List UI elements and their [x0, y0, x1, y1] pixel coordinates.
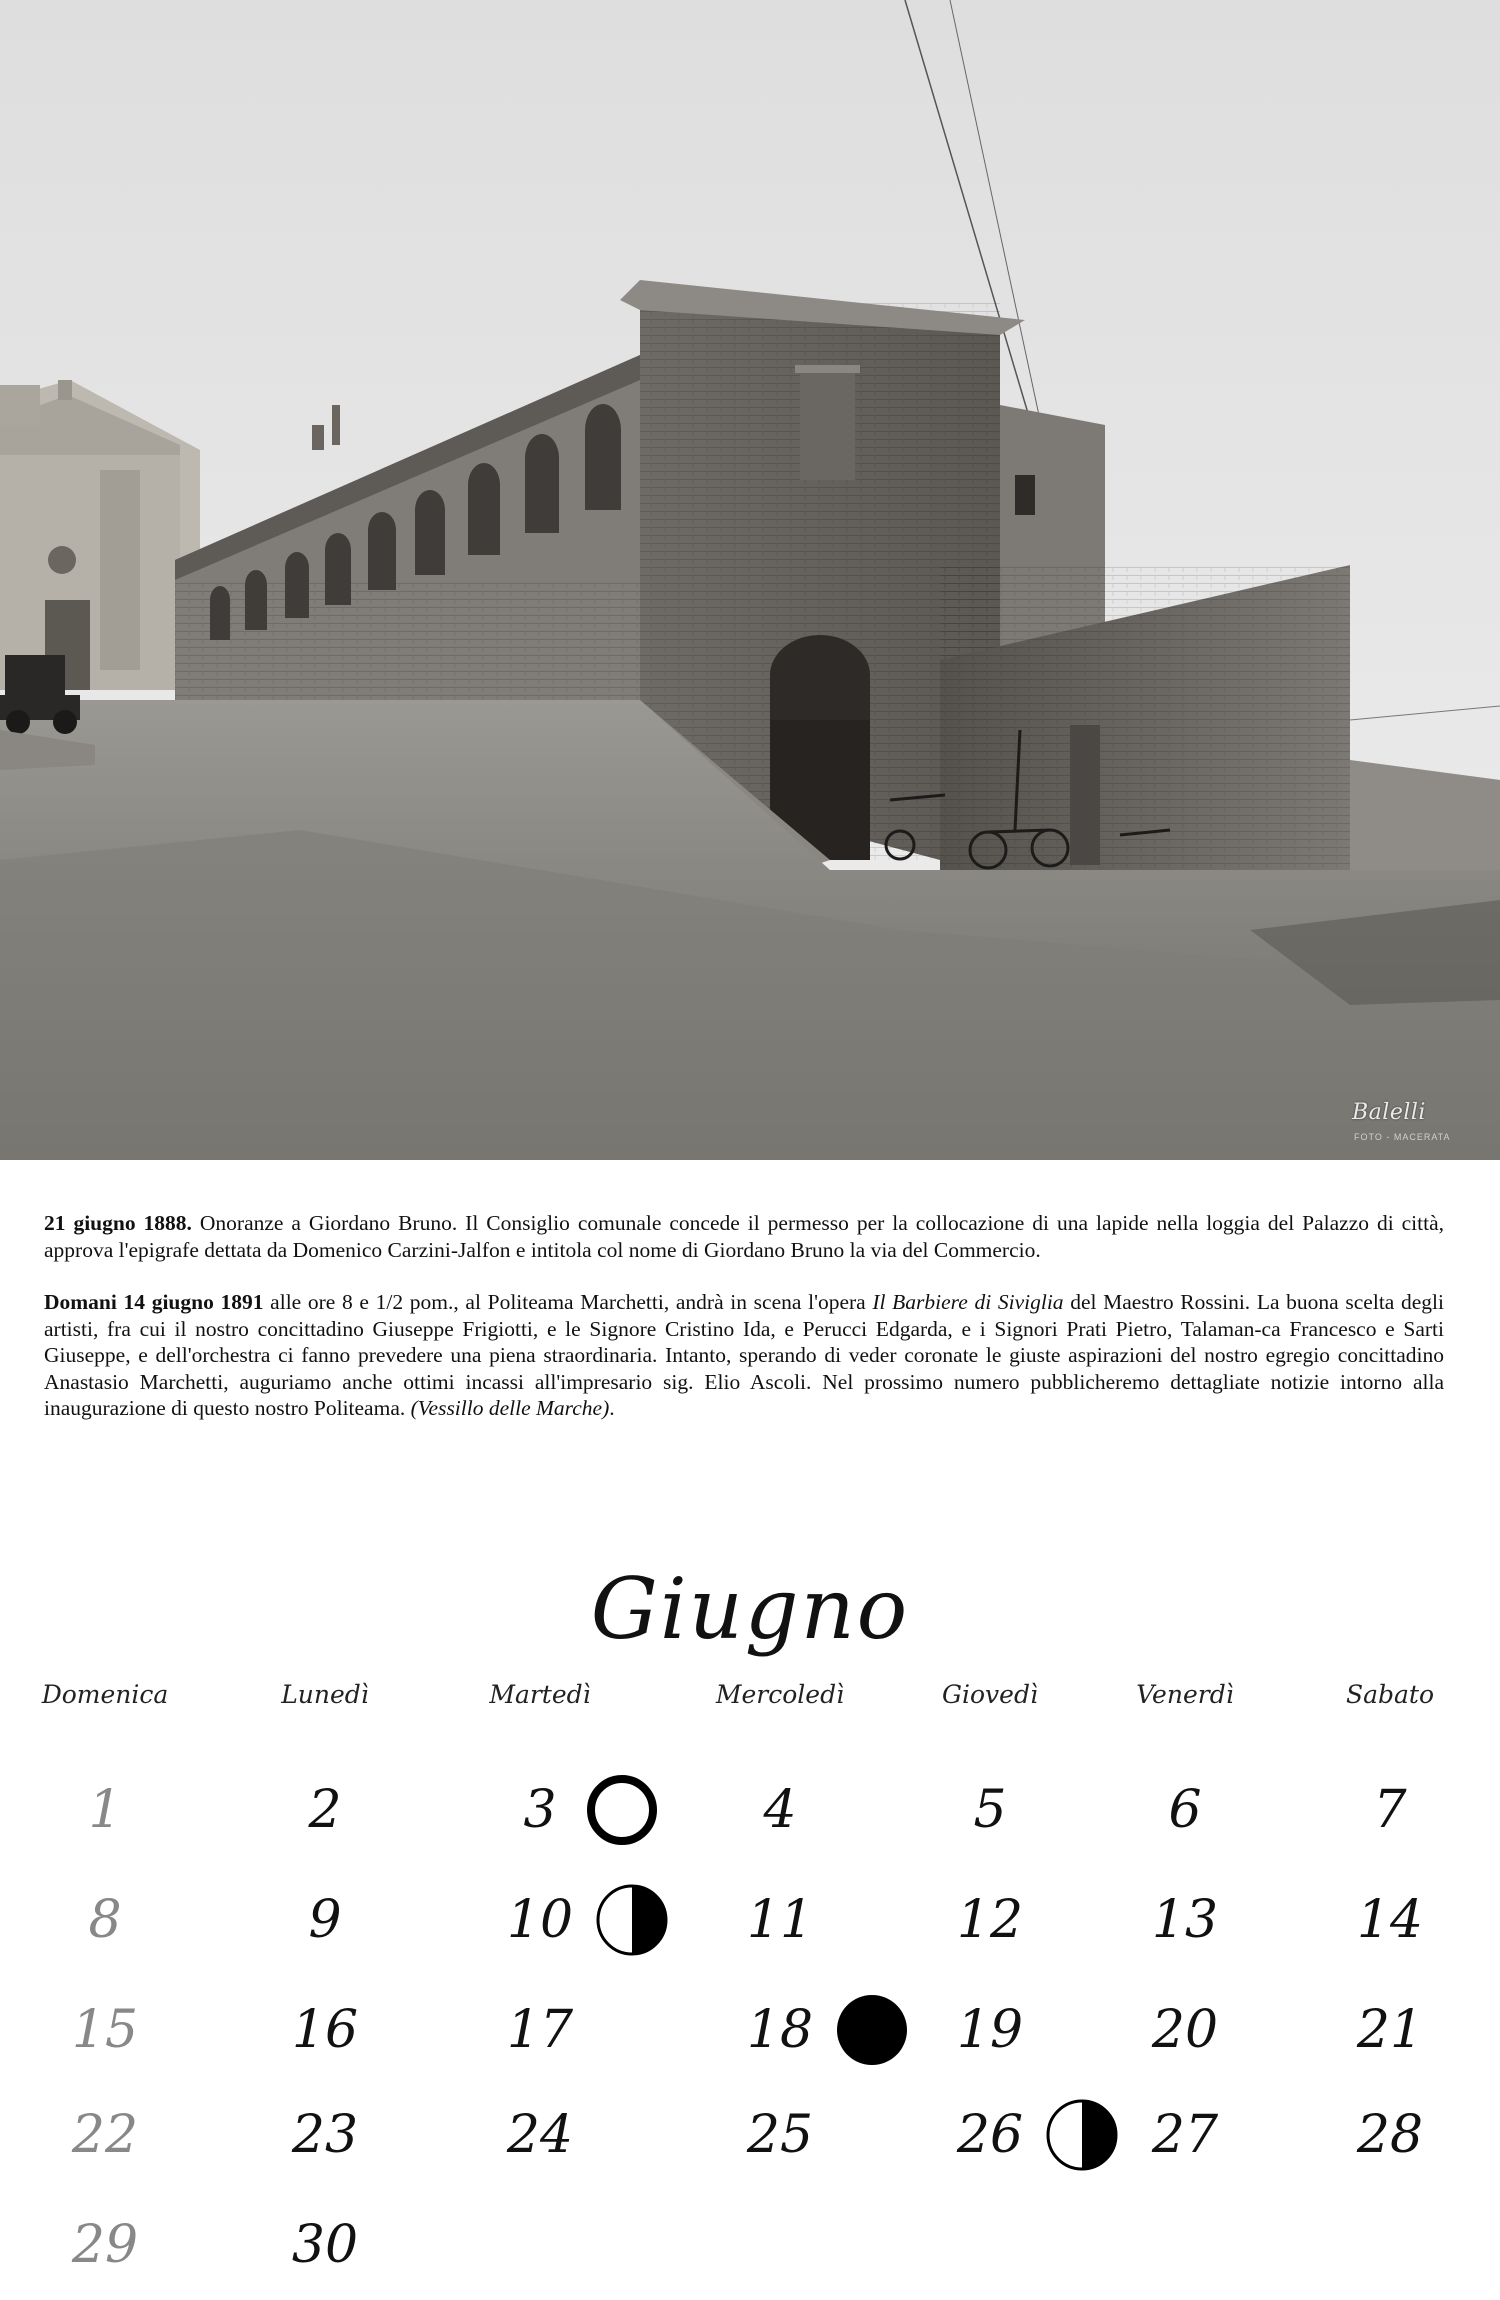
weekday-0: Domenica — [41, 1680, 169, 1709]
note-paragraph-1 — [44, 1210, 1444, 1263]
last-quarter-icon — [594, 1882, 670, 1958]
calendar-day-24: 24 — [506, 2105, 574, 2165]
weekday-1: Lunedì — [281, 1680, 369, 1709]
calendar-day-15: 15 — [71, 2000, 139, 2060]
opera-title: Il Barbiere di Siviglia — [872, 1290, 1064, 1314]
calendar-day-16: 16 — [291, 2000, 359, 2060]
calendar-day-25: 25 — [746, 2105, 814, 2165]
calendar-day-11: 11 — [746, 1890, 814, 1950]
full-moon-icon — [584, 1772, 660, 1848]
calendar-day-23: 23 — [291, 2105, 359, 2165]
weekday-2: Martedì — [489, 1680, 591, 1709]
calendar-day-28: 28 — [1356, 2105, 1424, 2165]
note-text: Onoranze a Giordano Bruno. Il Consiglio comunale concede il permesso per la collocazione di una lapide nella loggia del Palazzo di città, approva l'epigrafe dettata da Domenico Carzini-Jalfon e intitola col nome di Giordano Bruno la via del Commercio. — [44, 1211, 1445, 1262]
calendar-day-14: 14 — [1356, 1890, 1424, 1950]
calendar-day-8: 8 — [88, 1890, 122, 1950]
calendar-day-17: 17 — [506, 2000, 574, 2060]
photographer-credit: Balelli — [1352, 1100, 1426, 1125]
weekday-6: Sabato — [1345, 1680, 1435, 1709]
calendar-day-9: 9 — [308, 1890, 342, 1950]
calendar-day-1: 1 — [88, 1780, 122, 1840]
calendar-day-5: 5 — [973, 1780, 1007, 1840]
new-moon-icon — [834, 1992, 910, 2068]
weekday-4: Giovedì — [942, 1680, 1038, 1709]
note-text: alle ore 8 e 1/2 pom., al Politeama Marchetti, andrà in scena l'opera — [263, 1290, 873, 1314]
note-paragraph-2 — [44, 1289, 1444, 1422]
calendar-day-19: 19 — [956, 2000, 1024, 2060]
calendar-day-10: 10 — [506, 1890, 574, 1950]
photographer-credit-sub: FOTO - MACERATA — [1354, 1132, 1451, 1142]
calendar-day-21: 21 — [1356, 2000, 1424, 2060]
calendar-day-6: 6 — [1168, 1780, 1202, 1840]
note-text: del Maestro Rossini. La buona scelta degli artisti, fra cui il nostro concittadino Giuseppe Frigiotti, e le Signore Cristino Ida, e Perucci Edgarda, e i Signori Prati Pietro, Talaman-ca Francesco e Sarti Giuseppe, e dell'orchestra ci fanno prevedere una piena straordinaria. Intanto, sperando di veder coronate le giuste aspirazioni del nostro egregio concittadino Anastasio Marchetti, auguriamo anche ottimi incassi all'impresario sig. Elio Ascoli. Nel prossimo numero pubblicheremo dettagliate notizie intorno alla inaugurazione di questo nostro Politeama. — [44, 1290, 1444, 1420]
calendar-day-2: 2 — [308, 1780, 342, 1840]
calendar-day-4: 4 — [763, 1780, 797, 1840]
calendar-day-20: 20 — [1151, 2000, 1219, 2060]
calendar-day-26: 26 — [956, 2105, 1024, 2165]
first-quarter-icon — [1044, 2097, 1120, 2173]
historical-notes — [44, 1210, 1444, 1448]
calendar-day-7: 7 — [1373, 1780, 1407, 1840]
weekday-5: Venerdì — [1136, 1680, 1234, 1709]
note-date: Domani 14 giugno 1891 — [44, 1290, 264, 1314]
calendar-day-22: 22 — [71, 2105, 139, 2165]
calendar-day-27: 27 — [1151, 2105, 1219, 2165]
calendar-day-30: 30 — [291, 2215, 359, 2275]
calendar-day-29: 29 — [71, 2215, 139, 2275]
weekday-3: Mercoledì — [715, 1680, 845, 1709]
calendar-day-12: 12 — [956, 1890, 1024, 1950]
calendar-day-13: 13 — [1151, 1890, 1219, 1950]
note-end: . — [609, 1396, 615, 1420]
calendar-day-3: 3 — [523, 1780, 557, 1840]
month-title: Giugno — [590, 1560, 910, 1658]
calendar-day-18: 18 — [746, 2000, 814, 2060]
note-source: (Vessillo delle Marche) — [410, 1396, 610, 1420]
note-date: 21 giugno 1888. — [44, 1211, 192, 1235]
